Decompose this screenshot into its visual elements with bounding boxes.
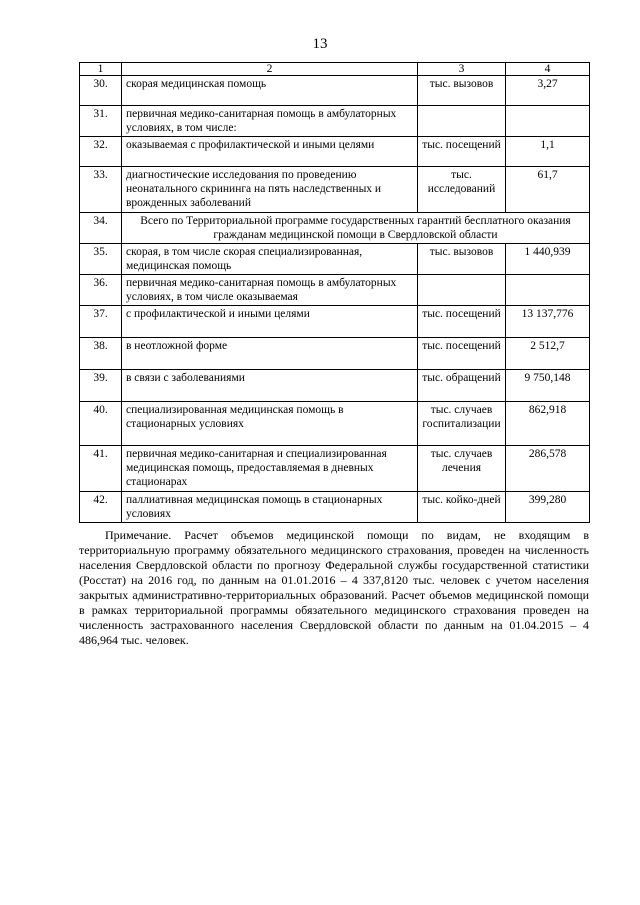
row-unit: тыс. случаев госпитализации (418, 402, 506, 446)
row-value: 399,280 (506, 492, 590, 523)
column-header: 4 (506, 63, 590, 76)
row-number: 39. (80, 370, 122, 402)
row-value: 2 512,7 (506, 338, 590, 370)
note-text: Примечание. Расчет объемов медицинской помощи по видам, не входящим в территориальную программу обязательного медицинского страхования, проведен на численность населения Свердловской области по прогнозу Федеральной службы государственной статистики (Росстат) на 2016 год, по данным на 01.01.2016 – 4 337,8120 тыс. человек с учетом населения закрытых административно-территориальных образований. Расчет объемов медицинской помощи в рамках территориальной программы обязательного медицинского страхования проведен на численность застрахованного населения Свердловской области по данным на 01.04.2015 – 4 486,964 тыс. человек. (79, 528, 589, 647)
column-header: 2 (122, 63, 418, 76)
row-description: в связи с заболеваниями (122, 370, 418, 402)
footnote (79, 528, 589, 648)
table-row (80, 76, 590, 106)
row-description: скорая, в том числе скорая специализированная, медицинская помощь (122, 244, 418, 275)
row-value: 3,27 (506, 76, 590, 106)
row-number: 31. (80, 106, 122, 137)
row-number: 38. (80, 338, 122, 370)
row-description: диагностические исследования по проведению неонатального скрининга на пять наследственных и врожденных заболеваний (122, 167, 418, 213)
table-row (80, 338, 590, 370)
row-description: паллиативная медицинская помощь в стационарных условиях (122, 492, 418, 523)
row-unit: тыс. посещений (418, 306, 506, 338)
row-number: 42. (80, 492, 122, 523)
row-value: 13 137,776 (506, 306, 590, 338)
row-number: 32. (80, 137, 122, 167)
row-description: первичная медико-санитарная помощь в амбулаторных условиях, в том числе оказываемая (122, 275, 418, 306)
row-value: 286,578 (506, 446, 590, 492)
table-row (80, 106, 590, 137)
row-unit: тыс. вызовов (418, 244, 506, 275)
row-description: специализированная медицинская помощь в стационарных условиях (122, 402, 418, 446)
row-number: 30. (80, 76, 122, 106)
row-number: 34. (80, 213, 122, 244)
row-value (506, 275, 590, 306)
row-number: 41. (80, 446, 122, 492)
column-header: 3 (418, 63, 506, 76)
row-value: 1,1 (506, 137, 590, 167)
table-row (80, 370, 590, 402)
row-description: первичная медико-санитарная помощь в амбулаторных условиях, в том числе: (122, 106, 418, 137)
row-number: 36. (80, 275, 122, 306)
row-unit (418, 106, 506, 137)
row-number: 40. (80, 402, 122, 446)
row-unit: тыс. исследований (418, 167, 506, 213)
table-row (80, 492, 590, 523)
row-unit: тыс. койко-дней (418, 492, 506, 523)
row-value: 61,7 (506, 167, 590, 213)
row-description: с профилактической и иными целями (122, 306, 418, 338)
volumes-table (79, 62, 590, 523)
row-value: 1 440,939 (506, 244, 590, 275)
row-description: скорая медицинская помощь (122, 76, 418, 106)
row-unit (418, 275, 506, 306)
table-header-row (80, 63, 590, 76)
table-row (80, 275, 590, 306)
row-value (506, 106, 590, 137)
table-row (80, 167, 590, 213)
table-row (80, 137, 590, 167)
row-number: 35. (80, 244, 122, 275)
column-header: 1 (80, 63, 122, 76)
row-unit: тыс. обращений (418, 370, 506, 402)
table-row (80, 402, 590, 446)
row-description: в неотложной форме (122, 338, 418, 370)
row-value: 862,918 (506, 402, 590, 446)
row-unit: тыс. случаев лечения (418, 446, 506, 492)
table-row (80, 244, 590, 275)
page-number: 13 (312, 36, 328, 52)
row-description: первичная медико-санитарная и специализированная медицинская помощь, предоставляемая в дневных стационарах (122, 446, 418, 492)
table-row (80, 446, 590, 492)
row-value: 9 750,148 (506, 370, 590, 402)
row-description: оказываемая с профилактической и иными целями (122, 137, 418, 167)
row-unit: тыс. вызовов (418, 76, 506, 106)
table-row (80, 306, 590, 338)
row-number: 37. (80, 306, 122, 338)
row-unit: тыс. посещений (418, 338, 506, 370)
row-unit: тыс. посещений (418, 137, 506, 167)
table-row (80, 213, 590, 244)
section-heading: Всего по Территориальной программе государственных гарантий бесплатного оказания гражданам медицинской помощи в Свердловской области (122, 213, 590, 244)
row-number: 33. (80, 167, 122, 213)
